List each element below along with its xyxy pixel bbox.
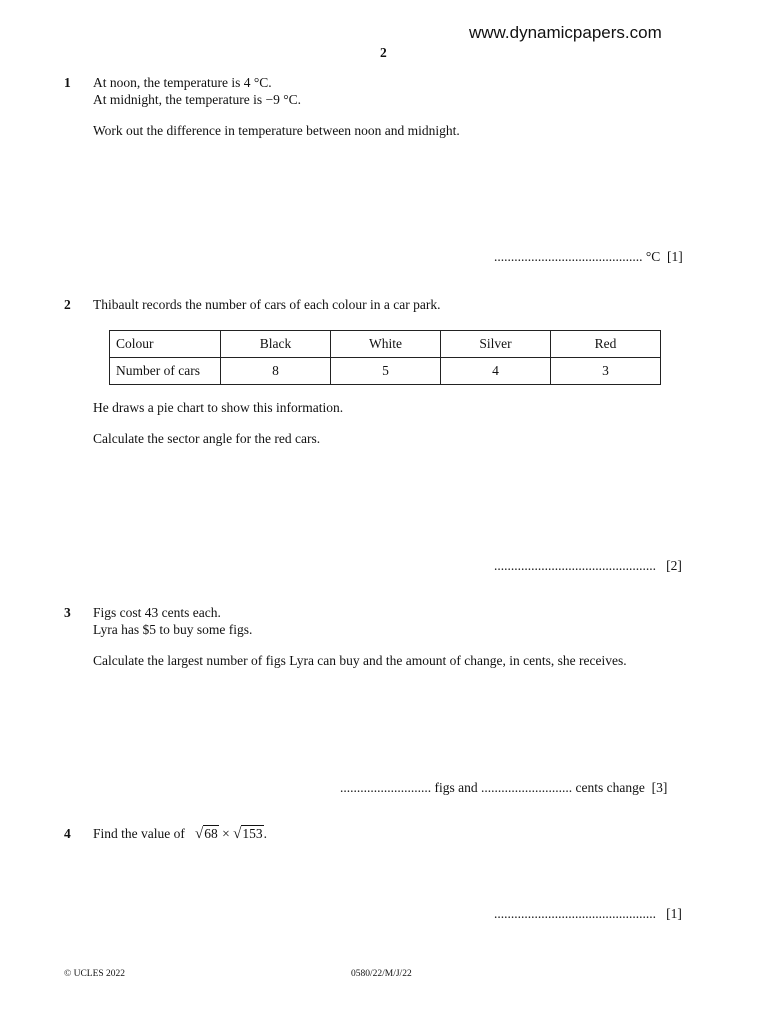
- q3-text-figs: figs and: [434, 780, 478, 795]
- q3-answer-line: [340, 780, 667, 796]
- q2-marks: [2]: [666, 558, 682, 573]
- radicand-153: 153: [242, 826, 263, 841]
- table-cell-colour-black: Black: [221, 331, 331, 358]
- times-sign: ×: [222, 826, 230, 841]
- q3-text-change: cents change: [575, 780, 645, 795]
- q2-answer-line: [494, 558, 682, 574]
- watermark-url: www.dynamicpapers.com: [469, 23, 662, 42]
- table-cell-count-black: 8: [221, 358, 331, 385]
- radical-sign-icon: √: [194, 826, 204, 842]
- q1-answer-unit: °C: [645, 249, 661, 264]
- q1-instruction: Work out the difference in temperature between noon and midnight.: [93, 123, 460, 138]
- q1-answer-line: [494, 249, 683, 265]
- q2-intro: Thibault records the number of cars of each colour in a car park.: [93, 297, 441, 312]
- q3-line2: Lyra has $5 to buy some figs.: [93, 622, 253, 637]
- q1-marks: [1]: [667, 249, 683, 264]
- q3-dots-figs: ...........................: [340, 780, 432, 795]
- cars-table: [109, 330, 661, 385]
- q4-answer-line: [494, 906, 682, 922]
- q4-instruction-line: [93, 826, 267, 843]
- radicand-68: 68: [204, 826, 218, 841]
- table-row-colour: [110, 331, 661, 358]
- q3-line1: Figs cost 43 cents each.: [93, 605, 221, 620]
- question-number-4: 4: [64, 826, 71, 841]
- table-header-colour: Colour: [110, 331, 221, 358]
- footer-copyright: © UCLES 2022: [64, 969, 126, 979]
- table-cell-colour-white: White: [331, 331, 441, 358]
- table-cell-colour-red: Red: [551, 331, 661, 358]
- q3-dots-change: ...........................: [481, 780, 573, 795]
- q4-instruction: Find the value of: [93, 826, 185, 841]
- page-number: 2: [380, 45, 387, 60]
- question-number-2: 2: [64, 297, 71, 312]
- q2-answer-dots: ................................................: [494, 558, 656, 573]
- question-number-3: 3: [64, 605, 71, 620]
- sqrt-153: [233, 826, 263, 843]
- q4-end: .: [263, 826, 267, 841]
- q2-line-after: He draws a pie chart to show this information.: [93, 400, 344, 415]
- q1-answer-dots: ............................................: [494, 249, 643, 264]
- q1-line2: At midnight, the temperature is −9 °C.: [93, 92, 301, 107]
- q2-instruction: Calculate the sector angle for the red cars.: [93, 431, 321, 446]
- q1-line1: At noon, the temperature is 4 °C.: [93, 75, 272, 90]
- table-cell-count-white: 5: [331, 358, 441, 385]
- table-cell-colour-silver: Silver: [441, 331, 551, 358]
- sqrt-68: [195, 826, 219, 843]
- radical-sign-icon: √: [233, 826, 242, 842]
- question-number-1: 1: [64, 75, 71, 90]
- q4-marks: [1]: [666, 906, 682, 921]
- table-cell-count-silver: 4: [441, 358, 551, 385]
- q3-marks: [3]: [651, 780, 668, 795]
- q4-answer-dots: ................................................: [494, 906, 656, 921]
- table-header-count: Number of cars: [110, 358, 221, 385]
- q3-instruction: Calculate the largest number of figs Lyra can buy and the amount of change, in cents, she receives.: [93, 653, 627, 668]
- footer-paper-code: 0580/22/M/J/22: [351, 969, 412, 979]
- table-row-count: [110, 358, 661, 385]
- table-cell-count-red: 3: [551, 358, 661, 385]
